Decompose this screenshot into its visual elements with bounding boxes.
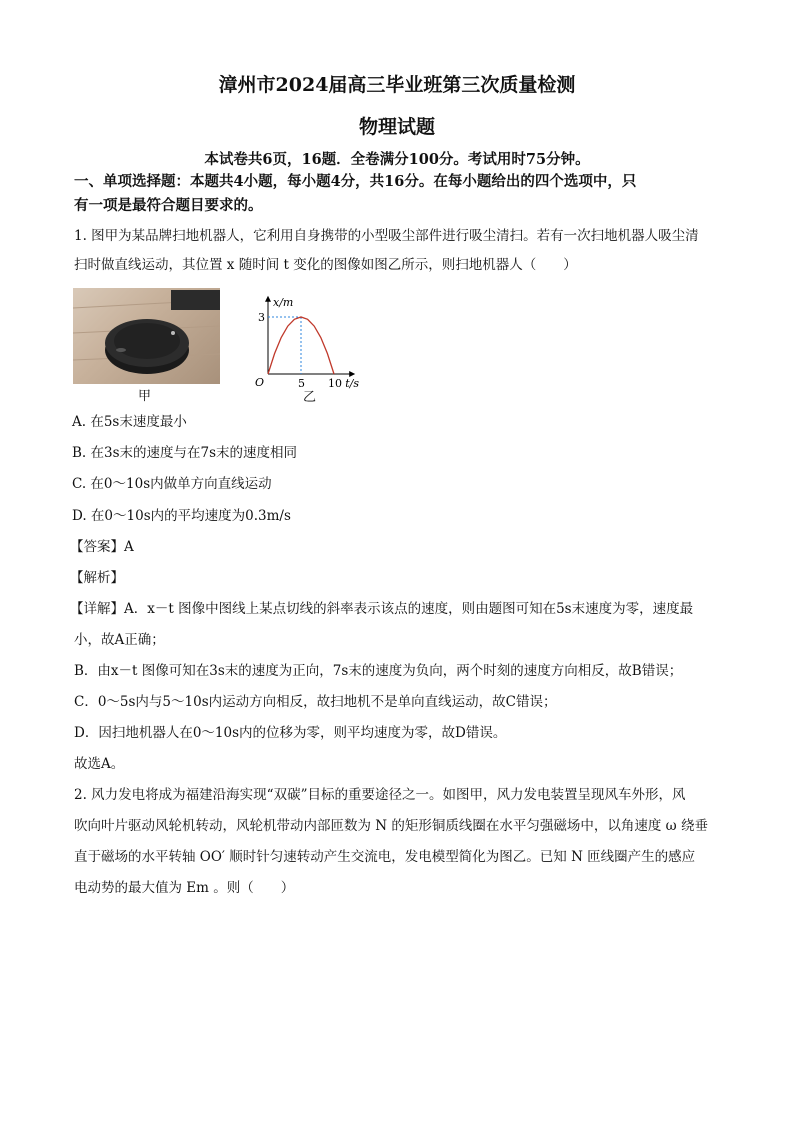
q2-stem-line3: 直于磁场的水平转轴 OO′ 顺时针匀速转动产生交流电，发电模型简化为图乙。已知 N 匝线圈产生的感应 [74,849,696,865]
q1-detail-b: B．由x－t 图像可知在3s末的速度为正向，7s末的速度为负向，两个时刻的速度方向相反，故B错误； [74,663,683,679]
q1-option-c: C. 在0～10s内做单方向直线运动 [72,476,272,492]
exam-title: 漳州市2024届高三毕业班第三次质量检测 [218,74,576,96]
q1-stem-line2: 扫时做直线运动，其位置 x 随时间 t 变化的图像如图乙所示，则扫地机器人（ ） [74,257,577,273]
x-tick-label-5: 5 [298,377,305,390]
q1-conclusion: 故选A。 [74,756,125,772]
xt-graph [250,282,370,392]
q1-answer: 【答案】A [70,539,134,555]
x-axis-label: t/s [345,377,359,390]
section-heading-line2: 有一项是最符合题目要求的。 [74,197,263,214]
exam-subtitle: 物理试题 [358,116,435,138]
q2-stem-line4: 电动势的最大值为 Em 。则（ ） [74,880,295,896]
x-tick-label-10: 10 [328,377,342,390]
y-tick-label-3: 3 [258,311,265,324]
q1-detail-d: D．因扫地机器人在0～10s内的位移为零，则平均速度为零，故D错误。 [74,725,507,741]
q1-detail-line1: 【详解】A．x－t 图像中图线上某点切线的斜率表示该点的速度，则由题图可知在5s末速度为零，速度最 [70,601,694,617]
q1-option-d: D. 在0～10s内的平均速度为0.3m/s [72,508,291,524]
q1-stem-line1: 1. 图甲为某品牌扫地机器人，它利用自身携带的小型吸尘部件进行吸尘清扫。若有一次扫地机器人吸尘清 [74,228,699,244]
section-heading-line1: 一、单项选择题：本题共4小题，每小题4分，共16分。在每小题给出的四个选项中，只 [74,173,637,190]
q1-analysis-label: 【解析】 [70,570,124,586]
origin-label: O [255,376,265,389]
q2-stem-line1: 2. 风力发电将成为福建沿海实现“双碳”目标的重要途径之一。如图甲，风力发电装置呈现风车外形，风 [74,787,686,803]
q1-detail-line2: 小，故A正确； [74,632,165,648]
figure-caption-jia: 甲 [138,389,152,404]
y-axis-arrow [265,296,271,302]
exam-info: 本试卷共6页，16题．全卷满分100分。考试用时75分钟。 [204,151,590,168]
figure-caption-yi: 乙 [303,390,317,405]
robot-vacuum-photo [73,288,220,384]
y-axis-label: x/m [273,295,294,309]
q1-detail-c: C．0～5s内与5～10s内运动方向相反，故扫地机不是单向直线运动，故C错误； [74,694,557,710]
q1-option-b: B. 在3s末的速度与在7s末的速度相同 [72,445,298,461]
q2-stem-line2: 吹向叶片驱动风轮机转动，风轮机带动内部匝数为 N 的矩形铜质线圈在水平匀强磁场中，以角速度 ω 绕垂 [74,818,708,834]
q1-option-a: A. 在5s末速度最小 [72,414,187,430]
